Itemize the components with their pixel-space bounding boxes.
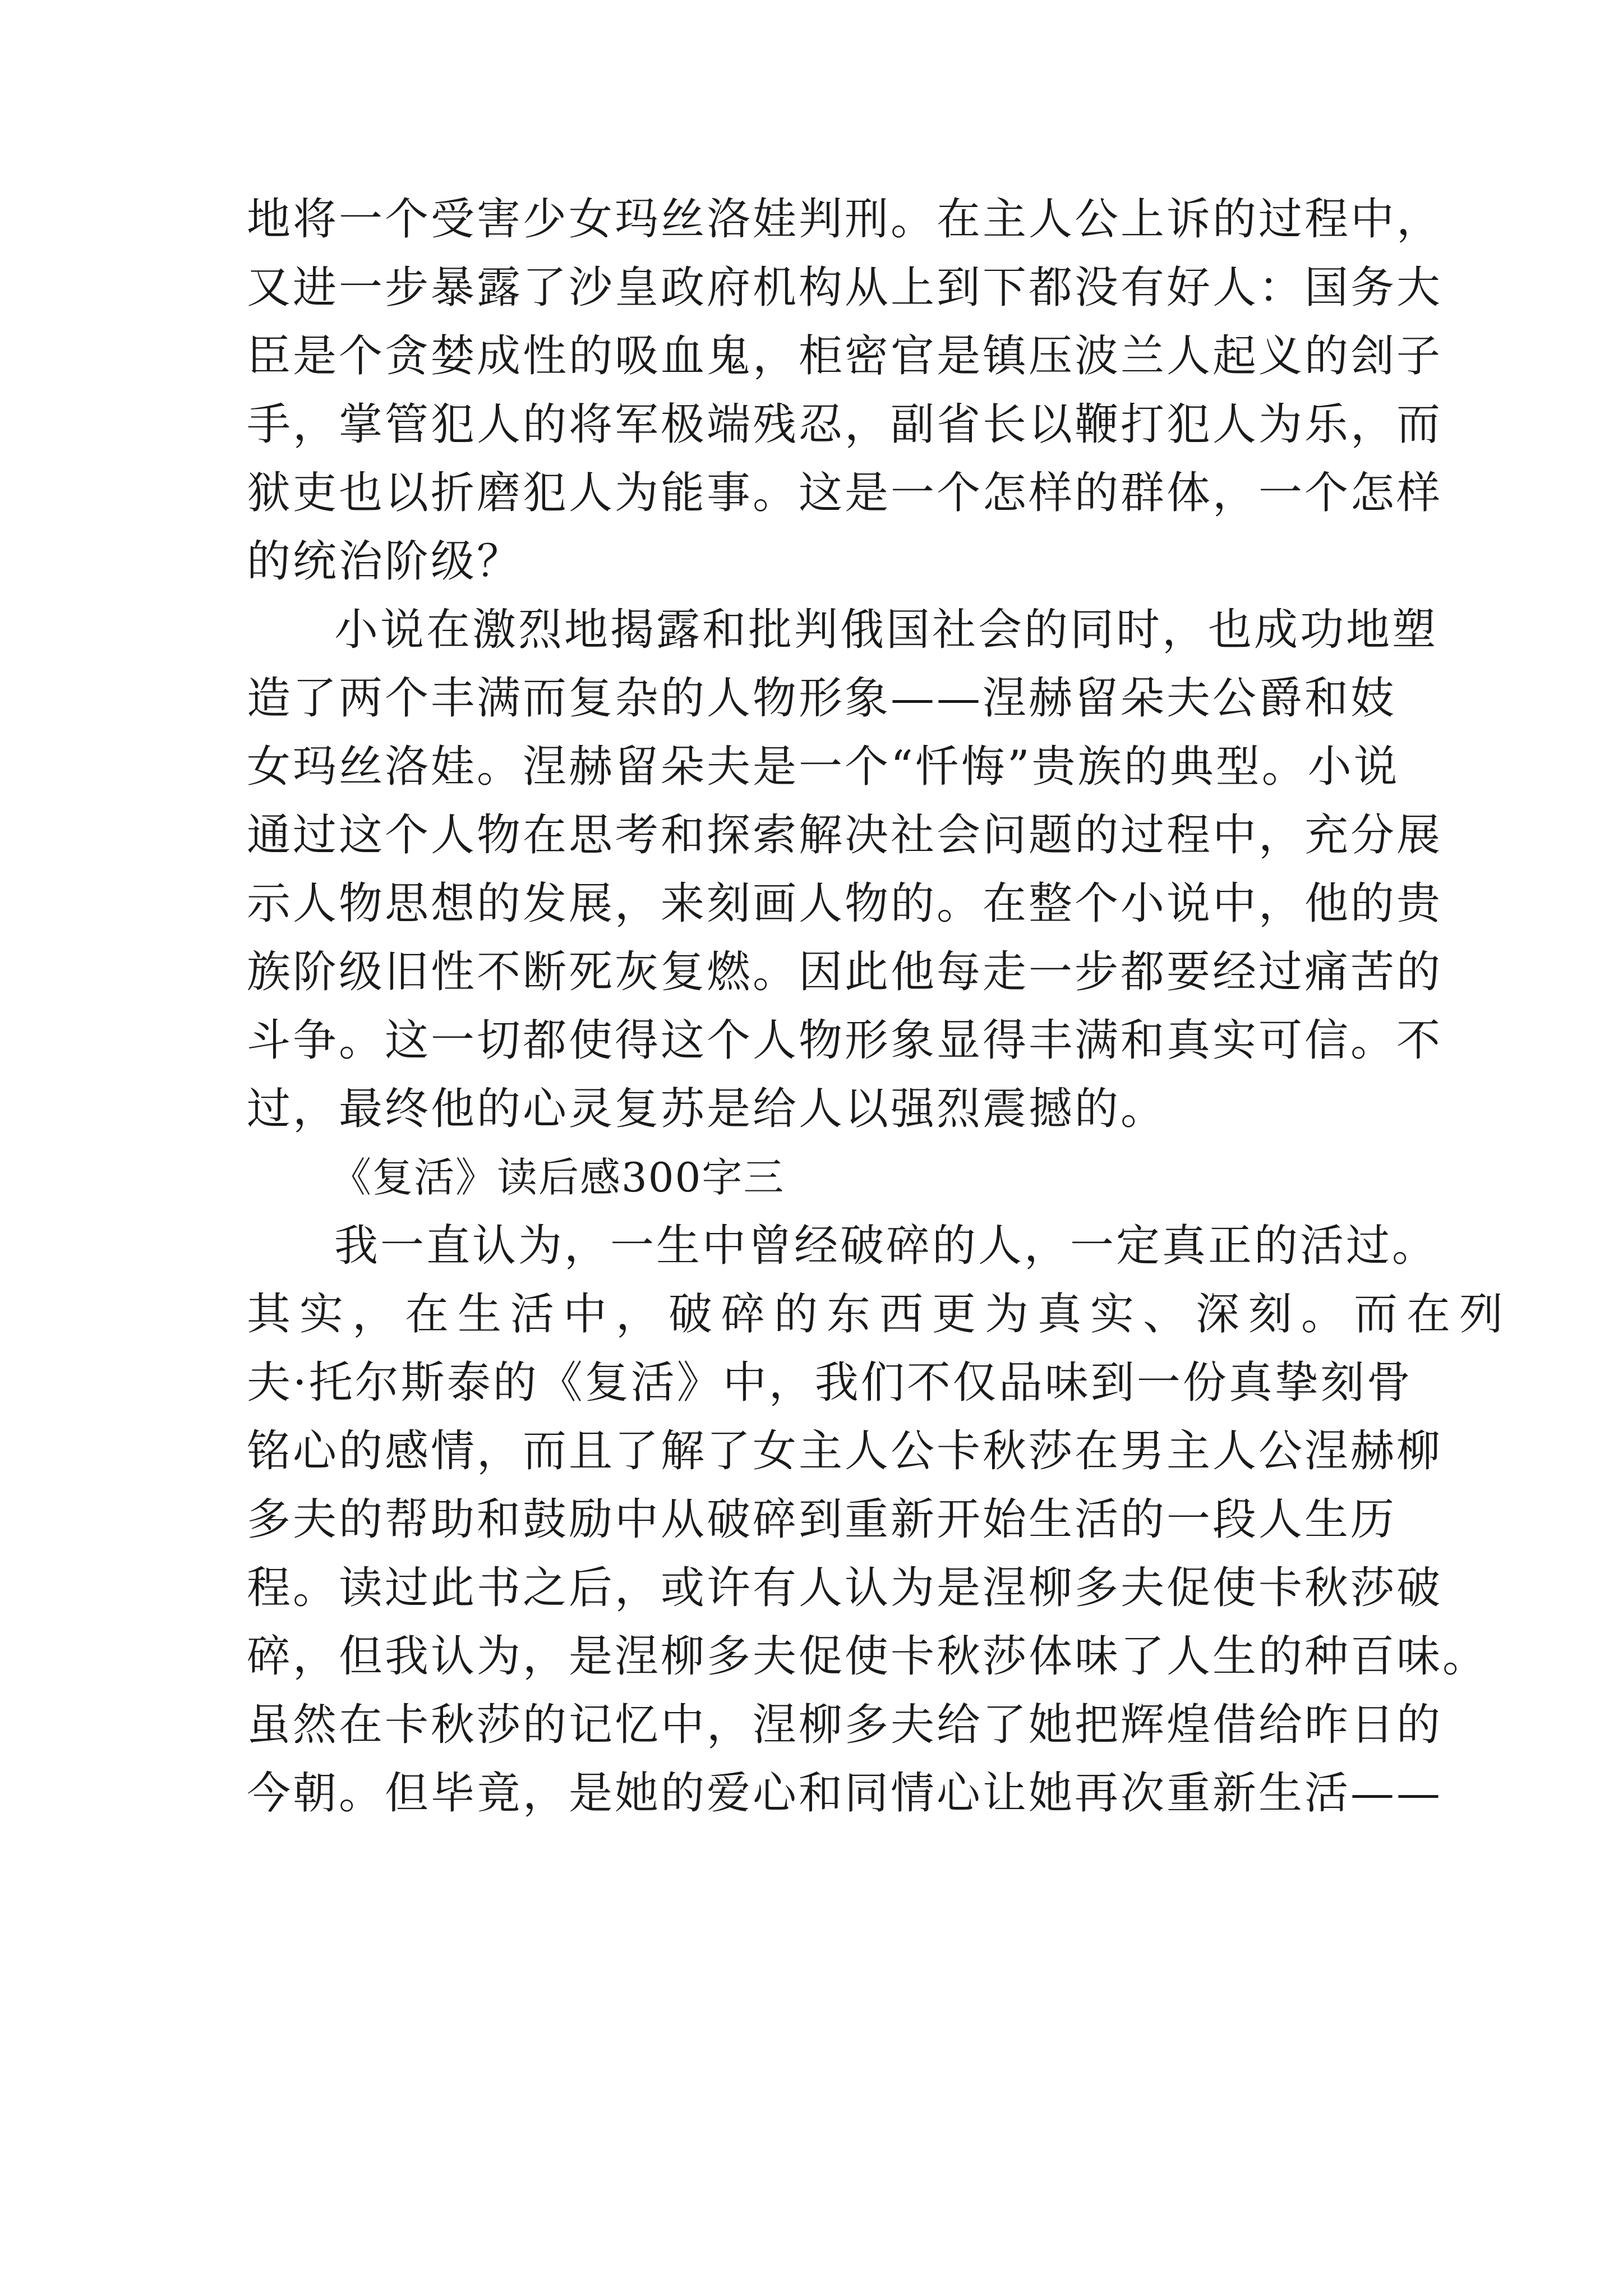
paragraph-start-line: 我一直认为，一生中曾经破碎的人，一定真正的活过。 bbox=[334, 1221, 1438, 1271]
text-line: 地将一个受害少女玛丝洛娃判刑。在主人公上诉的过程中， bbox=[247, 194, 1443, 245]
text-line: 其实，在生活中，破碎的东西更为真实、深刻。而在列 bbox=[247, 1289, 1513, 1340]
text-line: 铭心的感情，而且了解了女主人公卡秋莎在男主人公涅赫柳 bbox=[247, 1426, 1443, 1476]
text-line: 程。读过此书之后，或许有人认为是涅柳多夫促使卡秋莎破 bbox=[247, 1563, 1443, 1613]
body-text bbox=[247, 185, 1513, 1828]
text-line: 又进一步暴露了沙皇政府机构从上到下都没有好人：国务大 bbox=[247, 263, 1443, 313]
text-line: 示人物思想的发展，来刻画人物的。在整个小说中，他的贵 bbox=[247, 878, 1443, 929]
text-line: 今朝。但毕竟，是她的爱心和同情心让她再次重新生活—— bbox=[247, 1768, 1443, 1819]
text-line: 碎，但我认为，是涅柳多夫促使卡秋莎体味了人生的种百味。 bbox=[247, 1631, 1489, 1682]
paragraph-start-line: 小说在激烈地揭露和批判俄国社会的同时，也成功地塑 bbox=[334, 605, 1438, 655]
text-line: 手，掌管犯人的将军极端残忍，副省长以鞭打犯人为乐，而 bbox=[247, 399, 1443, 450]
text-line: 夫·托尔斯泰的《复活》中，我们不仅品味到一份真挚刻骨 bbox=[247, 1358, 1413, 1408]
text-line: 臣是个贪婪成性的吸血鬼，柜密官是镇压波兰人起义的刽子 bbox=[247, 331, 1443, 381]
text-line: 过，最终他的心灵复苏是给人以强烈震撼的。 bbox=[247, 1084, 1167, 1134]
text-line: 多夫的帮助和鼓励中从破碎到重新开始生活的一段人生历 bbox=[247, 1494, 1397, 1545]
text-line: 的统治阶级？ bbox=[247, 536, 523, 587]
text-line: 女玛丝洛娃。涅赫留朵夫是一个“忏悔”贵族的典型。小说 bbox=[247, 742, 1400, 792]
text-line: 斗争。这一切都使得这个人物形象显得丰满和真实可信。不 bbox=[247, 1015, 1443, 1066]
section-heading: 《复活》读后感300字三 bbox=[331, 1154, 785, 1201]
text-line: 通过这个人物在思考和探索解决社会问题的过程中，充分展 bbox=[247, 810, 1443, 861]
text-line: 虽然在卡秋莎的记忆中，涅柳多夫给了她把辉煌借给昨日的 bbox=[247, 1700, 1443, 1750]
text-line: 造了两个丰满而复杂的人物形象——涅赫留朵夫公爵和妓 bbox=[247, 673, 1397, 724]
text-line: 狱吏也以折磨犯人为能事。这是一个怎样的群体，一个怎样 bbox=[247, 468, 1443, 518]
text-line: 族阶级旧性不断死灰复燃。因此他每走一步都要经过痛苦的 bbox=[247, 947, 1443, 997]
